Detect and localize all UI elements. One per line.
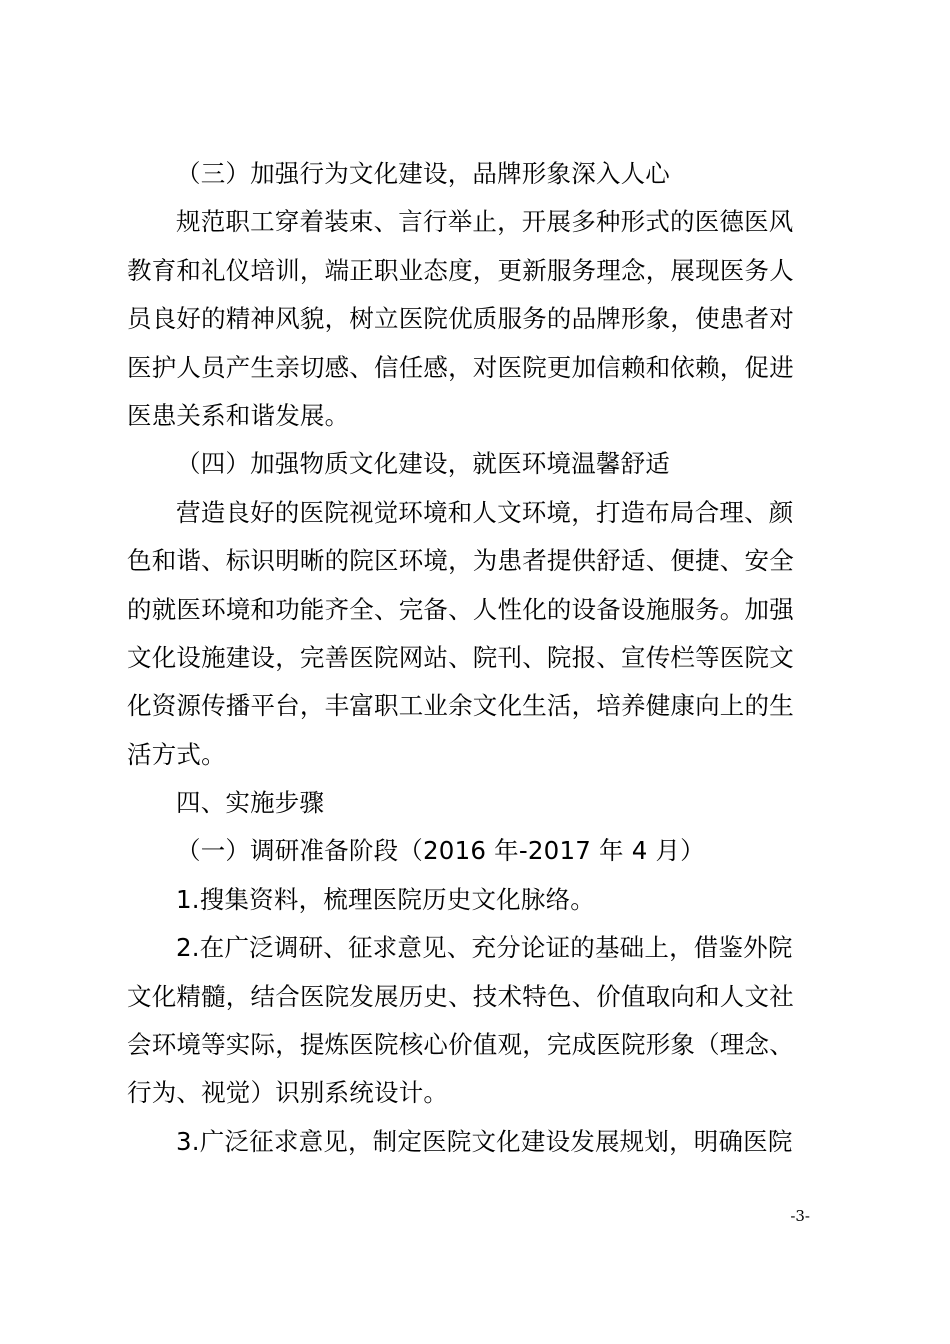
paragraph-line: 医患关系和谐发展。 — [127, 400, 350, 430]
paragraph-line: 教育和礼仪培训，端正职业态度，更新服务理念，展现医务人 — [127, 255, 794, 285]
section-heading-material-culture: （四）加强物质文化建设，就医环境温馨舒适 — [176, 449, 670, 479]
paragraph-line: 化资源传播平台，丰富职工业余文化生活，培养健康向上的生 — [127, 691, 794, 721]
paragraph-line: 会环境等实际，提炼医院核心价值观，完成医院形象（理念、 — [127, 1030, 794, 1060]
page-number: -3- — [790, 1207, 810, 1225]
paragraph-line: 的就医环境和功能齐全、完备、人性化的设备设施服务。加强 — [127, 594, 794, 624]
paragraph-line: 文化精髓，结合医院发展历史、技术特色、价值取向和人文社 — [127, 981, 794, 1011]
paragraph-line: 规范职工穿着装束、言行举止，开展多种形式的医德医风 — [176, 207, 794, 237]
paragraph-line: 文化设施建设，完善医院网站、院刊、院报、宣传栏等医院文 — [127, 642, 794, 672]
paragraph-line: 活方式。 — [127, 739, 226, 769]
paragraph-line: 医护人员产生亲切感、信任感，对医院更加信赖和依赖，促进 — [127, 352, 794, 382]
section-heading-behavior-culture: （三）加强行为文化建设，品牌形象深入人心 — [176, 159, 670, 188]
subsection-heading-research-stage: （一）调研准备阶段（2016 年-2017 年 4 月） — [176, 836, 705, 866]
list-item: 2.在广泛调研、征求意见、充分论证的基础上，借鉴外院 — [176, 933, 793, 963]
paragraph-line: 员良好的精神风貌，树立医院优质服务的品牌形象，使患者对 — [127, 304, 794, 334]
list-item: 3.广泛征求意见，制定医院文化建设发展规划，明确医院 — [176, 1126, 793, 1156]
paragraph-line: 行为、视觉）识别系统设计。 — [127, 1078, 449, 1108]
list-item: 1.搜集资料，梳理医院历史文化脉络。 — [176, 884, 595, 914]
paragraph-line: 营造良好的医院视觉环境和人文环境，打造布局合理、颜 — [176, 497, 794, 527]
section-heading-implementation-steps: 四、实施步骤 — [176, 788, 325, 818]
body-text — [127, 150, 817, 1166]
paragraph-line: 色和谐、标识明晰的院区环境，为患者提供舒适、便捷、安全 — [127, 546, 794, 576]
